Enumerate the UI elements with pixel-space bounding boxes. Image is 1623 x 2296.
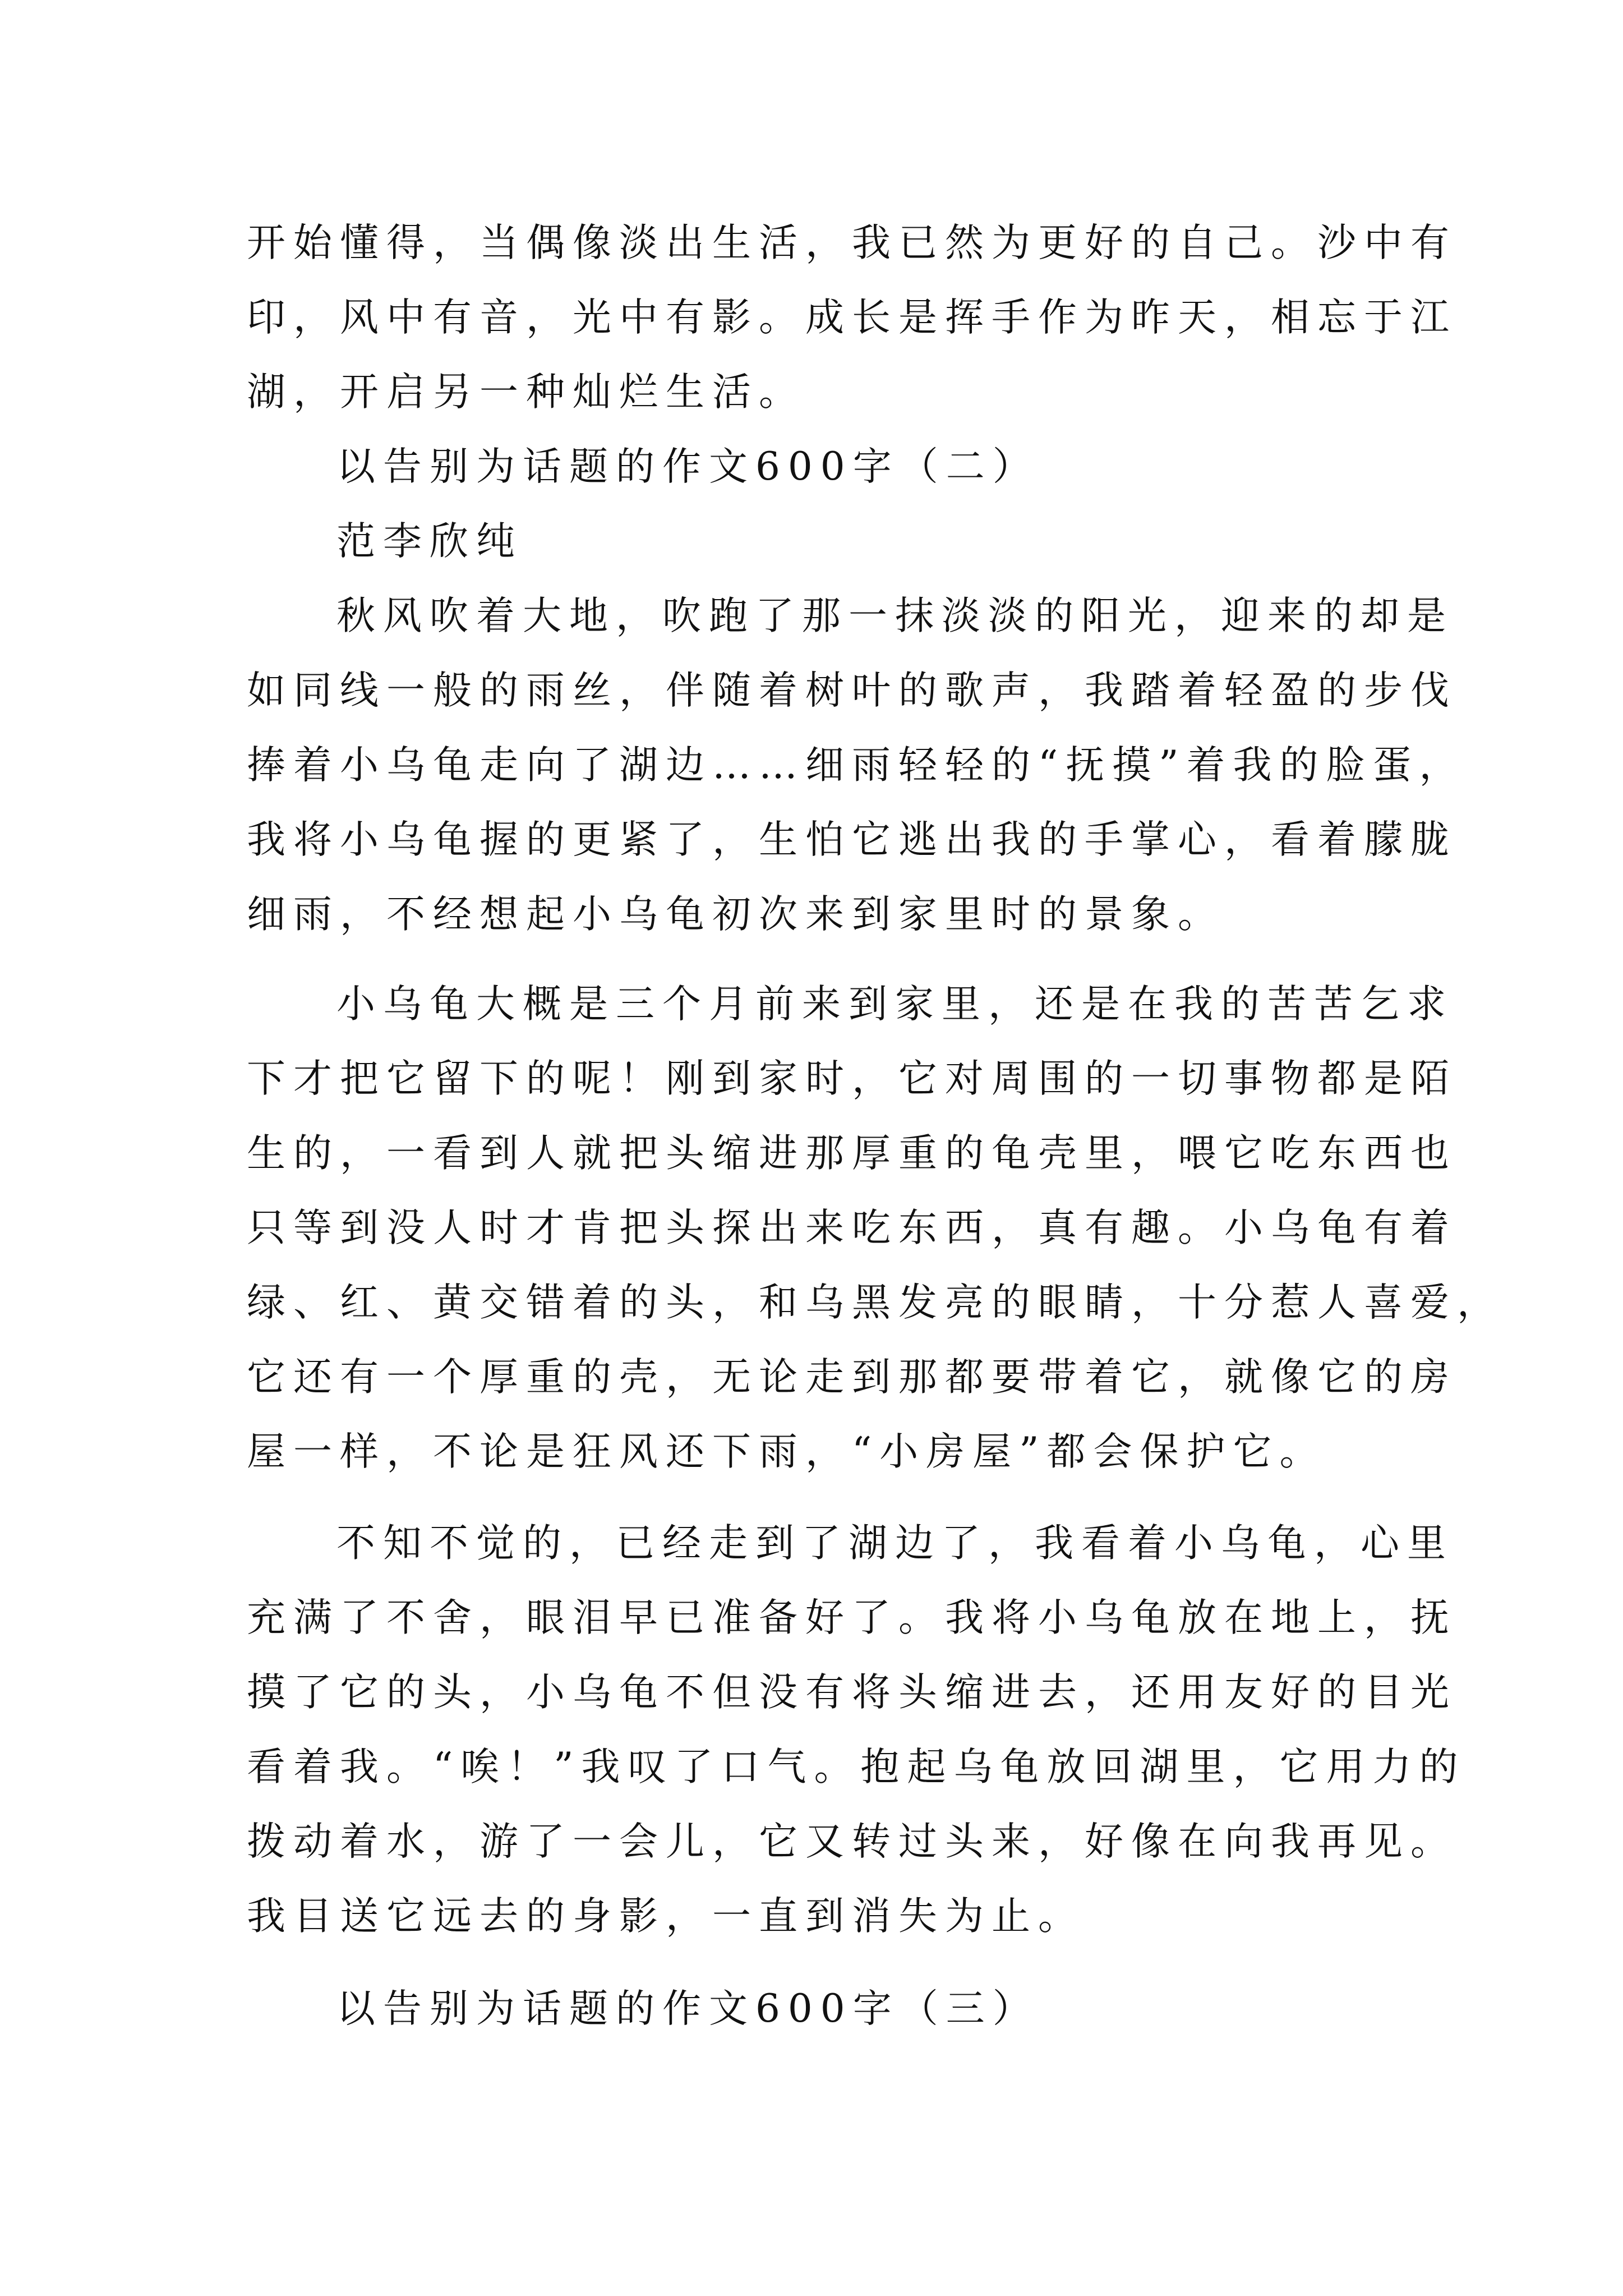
text-line: 摸了它的头，小乌龟不但没有将头缩进去，还用友好的目光 — [247, 1670, 1457, 1715]
section-heading: 以告别为话题的作文600字（三） — [336, 1986, 1039, 2031]
text-line: 湖，开启另一种灿烂生活。 — [247, 370, 805, 415]
text-line: 它还有一个厚重的壳，无论走到那都要带着它，就像它的房 — [247, 1355, 1457, 1400]
text-line: 如同线一般的雨丝，伴随着树叶的歌声，我踏着轻盈的步伐 — [247, 668, 1457, 713]
text-line: 充满了不舍，眼泪早已准备好了。我将小乌龟放在地上，抚 — [247, 1595, 1457, 1640]
text-line: 秋风吹着大地，吹跑了那一抹淡淡的阳光，迎来的却是 — [336, 593, 1454, 638]
text-line: 捧着小乌龟走向了湖边……细雨轻轻的“抚摸”着我的脸蛋， — [247, 743, 1466, 788]
text-line: 小乌龟大概是三个月前来到家里，还是在我的苦苦乞求 — [336, 982, 1454, 1027]
author-name: 范李欣纯 — [336, 519, 523, 564]
text-line: 只等到没人时才肯把头探出来吃东西，真有趣。小乌龟有着 — [247, 1205, 1457, 1250]
text-line: 绿、红、黄交错着的头，和乌黑发亮的眼睛，十分惹人喜爱， — [247, 1280, 1504, 1325]
text-line: 我目送它远去的身影，一直到消失为止。 — [247, 1894, 1085, 1939]
text-line: 下才把它留下的呢！刚到家时，它对周围的一切事物都是陌 — [247, 1056, 1457, 1101]
section-heading: 以告别为话题的作文600字（二） — [336, 444, 1039, 489]
text-line: 生的，一看到人就把头缩进那厚重的龟壳里，喂它吃东西也 — [247, 1131, 1457, 1176]
text-line: 不知不觉的，已经走到了湖边了，我看着小乌龟，心里 — [336, 1521, 1454, 1566]
text-line: 我将小乌龟握的更紧了，生怕它逃出我的手掌心，看着朦胧 — [247, 817, 1457, 862]
text-line: 拨动着水，游了一会儿，它又转过头来，好像在向我再见。 — [247, 1819, 1457, 1864]
text-line: 印，风中有音，光中有影。成长是挥手作为昨天，相忘于江 — [247, 295, 1457, 340]
text-line: 屋一样，不论是狂风还下雨，“小房屋”都会保护它。 — [247, 1429, 1326, 1474]
text-line: 开始懂得，当偶像淡出生活，我已然为更好的自己。沙中有 — [247, 220, 1457, 265]
text-line: 看着我。“唉！”我叹了口气。抱起乌龟放回湖里，它用力的 — [247, 1745, 1466, 1789]
text-line: 细雨，不经想起小乌龟初次来到家里时的景象。 — [247, 892, 1224, 937]
